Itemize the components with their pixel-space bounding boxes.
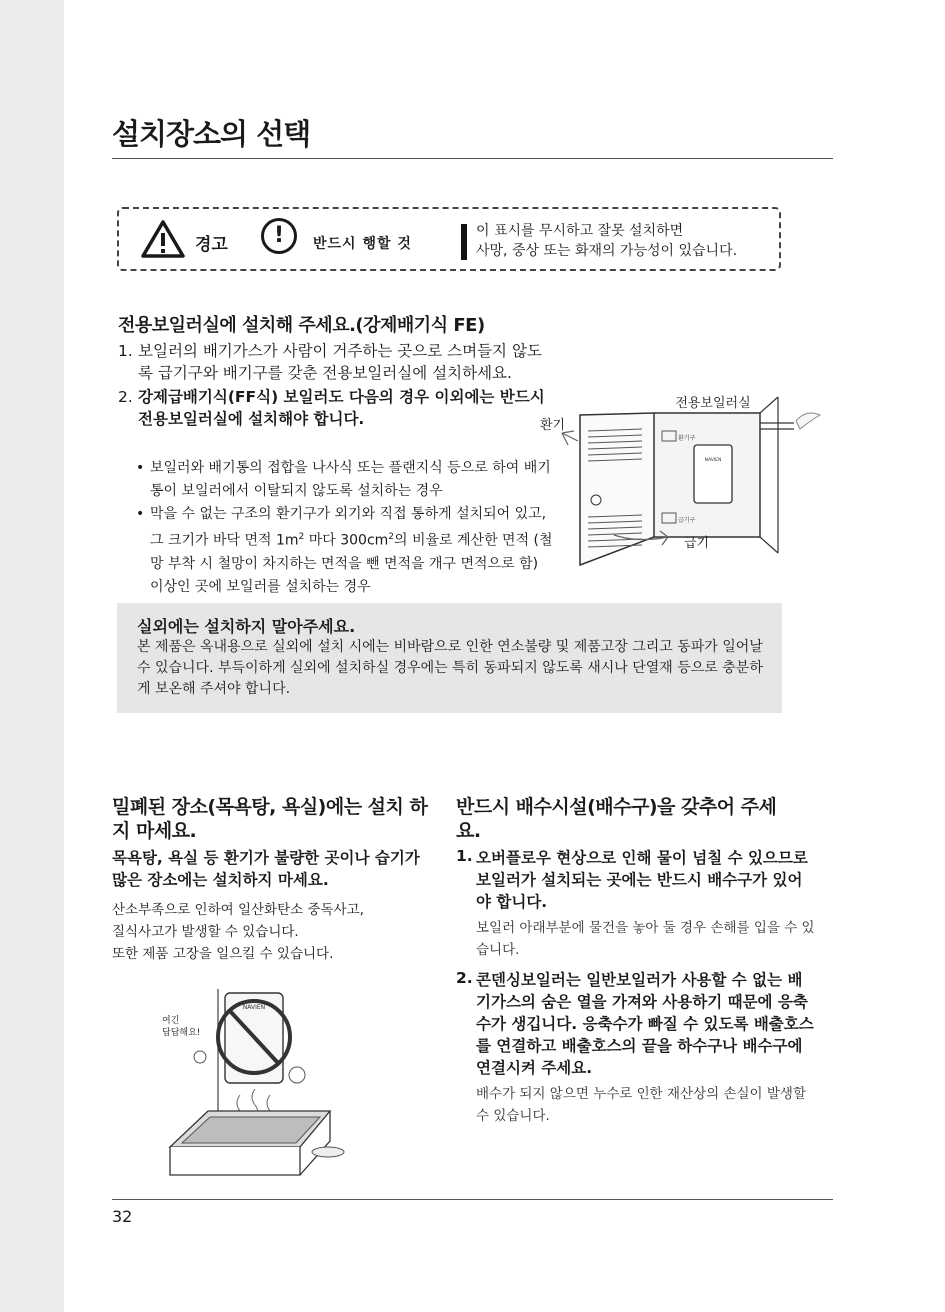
list-number: 1. bbox=[118, 342, 133, 360]
page-number: 32 bbox=[112, 1207, 133, 1226]
drain-list bbox=[456, 847, 816, 1135]
boiler-room-illustration bbox=[538, 385, 828, 575]
list-number: 1. bbox=[456, 847, 473, 865]
list-item bbox=[118, 340, 548, 384]
list-item bbox=[456, 847, 816, 961]
outdoor-notice-heading: 실외에는 설치하지 말아주세요. bbox=[137, 617, 356, 636]
section-heading-closed-space: 밀폐된 장소(목욕탕, 욕실)에는 설치 하지 마세요. bbox=[112, 796, 428, 842]
footer-divider bbox=[112, 1199, 833, 1200]
list-item bbox=[456, 969, 816, 1127]
mandatory-label: 반드시 행할 것 bbox=[313, 236, 412, 252]
body-line: 산소부족으로 인하여 일산화탄소 중독사고, bbox=[112, 902, 364, 918]
title-divider bbox=[112, 158, 833, 159]
list-item-note: 배수가 되지 않으면 누수로 인한 재산상의 손실이 발생할 수 있습니다. bbox=[476, 1086, 806, 1124]
speech-line: 여긴 bbox=[162, 1016, 180, 1026]
bullet-text: 보일러와 배기통의 접합을 나사식 또는 플랜지식 등으로 하여 배기통이 보일러에서 이탈되지 않도록 설치하는 경우 bbox=[150, 460, 551, 499]
room-label: 전용보일러실 bbox=[675, 396, 751, 411]
list-number: 2. bbox=[118, 388, 133, 406]
body-line: 또한 제품 고장을 일으킬 수 있습니다. bbox=[112, 946, 334, 962]
list-item-text: 오버플로우 현상으로 인해 물이 넘칠 수 있으므로 보일러가 설치되는 곳에는 반드시 배수구가 있어야 합니다. bbox=[476, 849, 808, 911]
warning-text-line: 이 표시를 무시하고 잘못 설치하면 bbox=[476, 223, 684, 239]
exhaust-label: 환기 bbox=[540, 418, 566, 433]
bullet-text: 의 비율로 계산한 면적 (철망 부착 시 철망이 차지하는 면적을 뺀 면적을 개구 면적으로 함) 이상인 곳에 보일러를 설치하는 경우 bbox=[150, 532, 553, 595]
warning-text bbox=[476, 221, 737, 261]
bullet-dot: • bbox=[136, 506, 145, 522]
vent-label-bottom: 급기구 bbox=[678, 517, 696, 524]
superscript: 2 bbox=[388, 532, 395, 542]
side-margin-strip bbox=[0, 0, 64, 1312]
boiler-brand: NAVIEN bbox=[242, 1004, 266, 1011]
page-title: 설치장소의 선택 bbox=[112, 117, 311, 151]
bathroom-illustration bbox=[150, 985, 350, 1185]
intake-label: 급기 bbox=[684, 536, 710, 551]
bullet-dot: • bbox=[136, 460, 145, 476]
outdoor-notice-text: 본 제품은 옥내용으로 실외에 설치 시에는 비바람으로 인한 연소불량 및 제품고장 그리고 동파가 일어날 수 있습니다. 부득이하게 실외에 설치하실 경우에는 특히 동파되지 않도록 새시나 단열재 등으로 충분하게 보온해 주셔야 합니다. bbox=[137, 639, 763, 697]
body-line: 질식사고가 발생할 수 있습니다. bbox=[112, 924, 299, 940]
bullet-text: 막을 수 없는 구조의 환기구가 외기와 직접 통하게 설치되어 있고, 그 크기가 바닥 면적 1m bbox=[150, 506, 547, 549]
list-item-text: 콘덴싱보일러는 일반보일러가 사용할 수 없는 배기가스의 숨은 열을 가져와 사용하기 때문에 응축수가 생깁니다. 응축수가 빠질 수 있도록 배출호스를 연결하고 배출호스의 끝을 하수구나 배수구에 연결시켜 주세요. bbox=[476, 971, 814, 1077]
closed-space-body bbox=[112, 899, 432, 965]
section-heading-dedicated-room: 전용보일러실에 설치해 주세요.(강제배기식 FE) bbox=[118, 315, 485, 336]
speech-line: 답답해요! bbox=[162, 1028, 201, 1038]
list-item-text: 보일러의 배기가스가 사람이 거주하는 곳으로 스며들지 않도록 급기구와 배기구를 갖춘 전용보일러실에 설치하세요. bbox=[138, 342, 542, 382]
warning-label: 경고 bbox=[195, 235, 228, 255]
list-item bbox=[118, 386, 548, 430]
closed-space-subheading: 목욕탕, 욕실 등 환기가 불량한 곳이나 습기가 많은 장소에는 설치하지 마세요. bbox=[112, 849, 420, 889]
dedicated-room-list bbox=[118, 340, 548, 432]
bullet-item bbox=[136, 503, 556, 599]
list-number: 2. bbox=[456, 969, 473, 987]
warning-bar bbox=[461, 224, 467, 260]
vent-label-top: 환기구 bbox=[678, 435, 696, 442]
list-item-text: 강제급배기식(FF식) 보일러도 다음의 경우 이외에는 반드시 전용보일러실에 설치해야 합니다. bbox=[138, 388, 545, 428]
warning-text-line: 사망, 중상 또는 화재의 가능성이 있습니다. bbox=[476, 243, 738, 259]
boiler-brand: NAVIEN bbox=[704, 458, 722, 463]
list-item-note: 보일러 아래부분에 물건을 놓아 둘 경우 손해를 입을 수 있습니다. bbox=[476, 920, 815, 958]
section-heading-drain: 반드시 배수시설(배수구)을 갖추어 주세요. bbox=[456, 796, 777, 842]
superscript: 2 bbox=[298, 532, 305, 542]
exception-bullets bbox=[136, 457, 556, 599]
bullet-text: 마다 300cm bbox=[304, 532, 389, 549]
warning-triangle-icon bbox=[140, 219, 186, 259]
mandatory-icon: ! bbox=[261, 218, 297, 254]
bullet-item bbox=[136, 457, 556, 503]
